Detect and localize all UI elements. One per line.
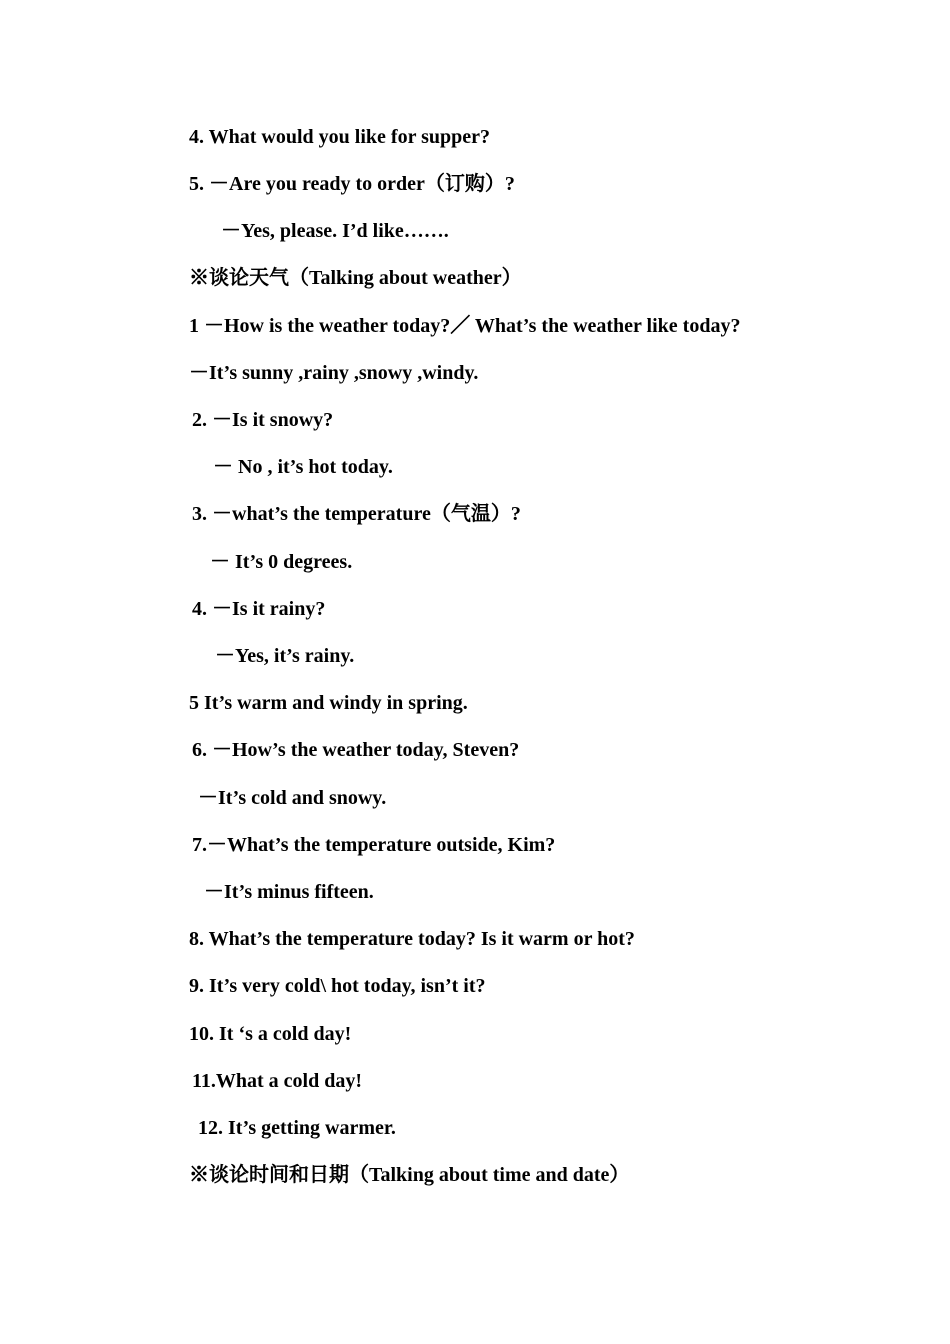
line-temperature-answer: － It’s 0 degrees.	[210, 551, 353, 573]
line-snowy-answer: － No , it’s hot today.	[213, 456, 393, 478]
line-weather-question: 1 －How is the weather today?／ What’s the weather like today?	[189, 315, 741, 337]
line-rainy-question: 4. －Is it rainy?	[192, 598, 326, 620]
line-steven-answer: －It’s cold and snowy.	[198, 787, 387, 809]
line-kim-answer: －It’s minus fifteen.	[204, 881, 374, 903]
line-spring-statement: 5 It’s warm and windy in spring.	[189, 692, 468, 714]
line-temperature-question: 3. －what’s the temperature（气温）?	[192, 503, 521, 525]
section-heading-weather: ※谈论天气（Talking about weather）	[189, 267, 522, 289]
line-snowy-question: 2. －Is it snowy?	[192, 409, 334, 431]
line-cold-hot-tag: 9. It’s very cold\ hot today, isn’t it?	[189, 975, 486, 997]
line-rainy-answer: －Yes, it’s rainy.	[215, 645, 355, 667]
line-order-answer: －Yes, please. I’d like…….	[221, 220, 449, 242]
section-heading-time-date: ※谈论时间和日期（Talking about time and date）	[189, 1164, 630, 1186]
line-what-a-cold-day: 11.What a cold day!	[192, 1070, 363, 1092]
line-warm-or-hot: 8. What’s the temperature today? Is it warm or hot?	[189, 928, 635, 950]
line-getting-warmer: 12. It’s getting warmer.	[198, 1117, 396, 1139]
line-weather-answer: －It’s sunny ,rainy ,snowy ,windy.	[189, 362, 479, 384]
line-cold-day: 10. It ‘s a cold day!	[189, 1023, 352, 1045]
line-supper-question: 4. What would you like for supper?	[189, 126, 490, 148]
line-steven-question: 6. －How’s the weather today, Steven?	[192, 739, 520, 761]
line-kim-question: 7.－What’s the temperature outside, Kim?	[192, 834, 556, 856]
line-ready-to-order: 5. －Are you ready to order（订购）?	[189, 173, 515, 195]
